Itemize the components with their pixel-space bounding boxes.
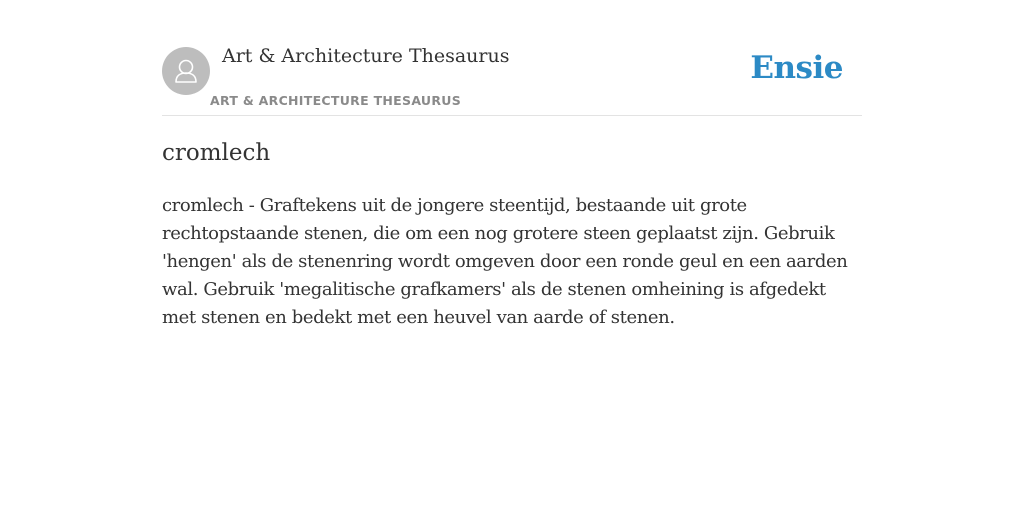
user-placeholder-icon[interactable] (162, 47, 210, 95)
entry-header (162, 0, 862, 116)
entry-term: cromlech (162, 140, 271, 166)
source-title-link[interactable]: Art & Architecture Thesaurus (222, 45, 510, 67)
ensie-logo[interactable]: Ensie (750, 50, 843, 86)
entry-definition: cromlech - Graftekens uit de jongere steentijd, bestaande uit grote rechtopstaande stenen, die om een nog grotere steen geplaatst zijn. Gebruik 'hengen' als de stenenring wordt omgeven door een ronde geul en een aarden wal. Gebruik 'megalitische grafkamers' als de stenen omheining is afgedekt met stenen en bedekt met een heuvel van aarde of stenen. (162, 195, 848, 328)
source-subtitle: ART & ARCHITECTURE THESAURUS (210, 93, 462, 108)
page-content (162, 0, 862, 328)
